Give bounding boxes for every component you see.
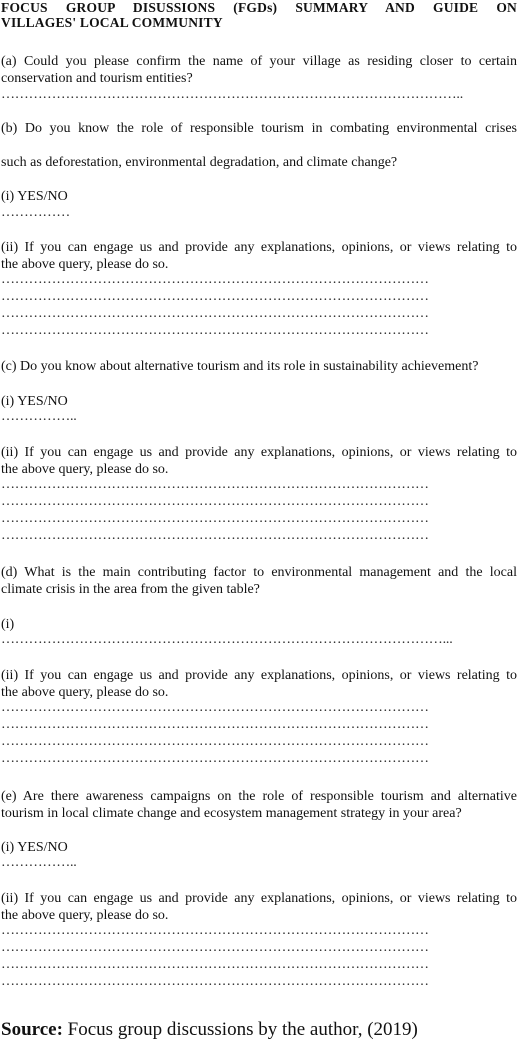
question-c-option: (i) YES/NO [1, 394, 68, 409]
answer-line-b-4: ………………………………………………………………………………… [1, 324, 429, 338]
answer-line-c-option: …………….. [1, 410, 77, 424]
question-e-option: (i) YES/NO [1, 840, 68, 855]
document-title-line-1: FOCUS GROUP DISUSSIONS (FGDs) SUMMARY AND GUIDE ON [1, 0, 517, 15]
answer-line-b-option: …………… [1, 206, 71, 220]
answer-line-c-1: ………………………………………………………………………………… [1, 478, 429, 492]
answer-line-d-3: ………………………………………………………………………………… [1, 735, 429, 749]
answer-line-d-option: ……………………………………………………………………………………... [1, 633, 453, 647]
question-a-line-1: (a) Could you please confirm the name of your village as residing closer to certain [1, 54, 517, 69]
answer-line-d-2: ………………………………………………………………………………… [1, 718, 429, 732]
answer-line-b-2: ………………………………………………………………………………… [1, 290, 429, 304]
question-d-option: (i) [1, 617, 15, 632]
source-citation [1, 1018, 418, 1042]
question-e-ii-line-2: the above query, please do so. [1, 908, 169, 923]
answer-line-c-4: ………………………………………………………………………………… [1, 529, 429, 543]
answer-line-e-option: …………….. [1, 856, 77, 870]
question-c-ii-line-1: (ii) If you can engage us and provide any explanations, opinions, or views relating to [1, 445, 517, 460]
answer-line-b-3: ………………………………………………………………………………… [1, 307, 429, 321]
source-text: Focus group discussions by the author, (2019) [62, 1019, 418, 1040]
question-d-ii-line-2: the above query, please do so. [1, 685, 169, 700]
answer-line-b-1: ………………………………………………………………………………… [1, 273, 429, 287]
question-c-ii-line-2: the above query, please do so. [1, 462, 169, 477]
question-b-ii-line-1: (ii) If you can engage us and provide any explanations, opinions, or views relating to [1, 240, 517, 255]
answer-line-e-1: ………………………………………………………………………………… [1, 924, 429, 938]
question-e-line-1: (e) Are there awareness campaigns on the role of responsible tourism and alternative [1, 789, 517, 804]
question-b-line-1: (b) Do you know the role of responsible tourism in combating environmental crises [1, 121, 517, 136]
answer-line-c-2: ………………………………………………………………………………… [1, 495, 429, 509]
answer-line-e-4: ………………………………………………………………………………… [1, 975, 429, 989]
answer-line-d-4: ………………………………………………………………………………… [1, 752, 429, 766]
question-e-line-2: tourism in local climate change and ecosystem management strategy in your area? [1, 806, 462, 821]
question-d-line-2: climate crisis in the area from the given table? [1, 582, 260, 597]
answer-line-e-2: ………………………………………………………………………………… [1, 941, 429, 955]
source-label: Source: [1, 1019, 63, 1040]
question-c-line-1: (c) Do you know about alternative tourism and its role in sustainability achievement? [1, 359, 479, 374]
answer-line-c-3: ………………………………………………………………………………… [1, 512, 429, 526]
question-a-line-2: conservation and tourism entities? [1, 71, 193, 86]
question-b-option: (i) YES/NO [1, 189, 68, 204]
question-b-ii-line-2: the above query, please do so. [1, 257, 169, 272]
question-d-line-1: (d) What is the main contributing factor to environmental management and the local [1, 565, 517, 580]
question-d-ii-line-1: (ii) If you can engage us and provide any explanations, opinions, or views relating to [1, 668, 517, 683]
question-e-ii-line-1: (ii) If you can engage us and provide any explanations, opinions, or views relating to [1, 891, 517, 906]
answer-line-a: ……………………………………………………………………………………….. [1, 88, 464, 102]
answer-line-e-3: ………………………………………………………………………………… [1, 958, 429, 972]
document-title-line-2: VILLAGES' LOCAL COMMUNITY [1, 15, 223, 30]
question-b-line-2: such as deforestation, environmental degradation, and climate change? [1, 155, 398, 170]
answer-line-d-1: ………………………………………………………………………………… [1, 701, 429, 715]
